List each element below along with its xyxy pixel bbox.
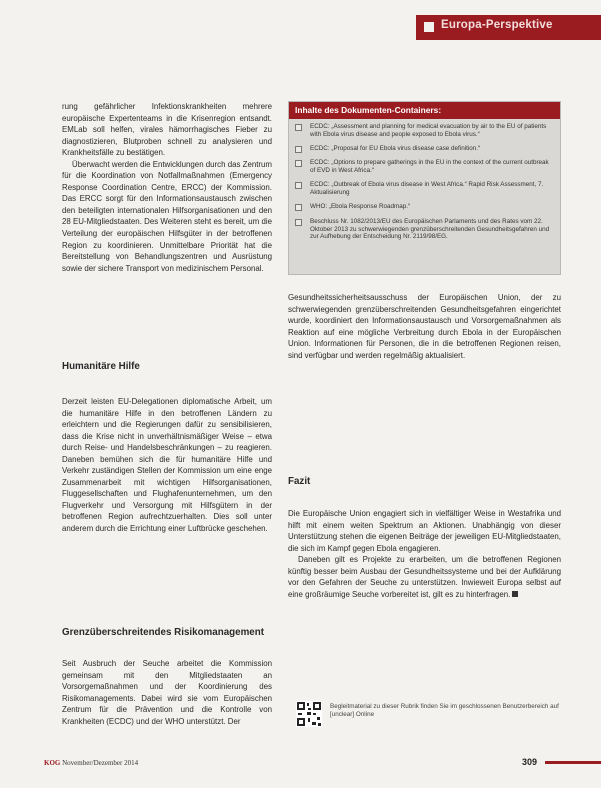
qr-code-icon[interactable] (296, 701, 322, 727)
paragraph: Überwacht werden die Entwicklungen durch das Zentrum für die Koordination von Notfallmaßnahmen (Emergency Response Coordination Centre, ERCC) der Kommission. Das ERCC sorgt für den Informationsaustausch zwischen den beteiligten internationalen Hilfsorganisationen und den 28 EU-Mitgliedstaaten. Des Weiteren steht es bereit, um die Verteilung der europäischen Hilfsgüter in der betroffenen Region zu koordinieren. Unmittelbare Priorität hat die Bereitstellung von Behandlungszentren und Ausrüstung sowie der sichere Transport von medizinischem Personal. (62, 159, 272, 273)
section-title: Europa-Perspektive (441, 19, 553, 31)
footer-issue-date: November/Dezember 2014 (62, 759, 139, 767)
footer-brand: KOG (44, 759, 61, 767)
box-header (289, 102, 560, 119)
list-item-text: ECDC: „Assessment and planning for medical evacuation by air to the EU of patients with Ebola virus disease and people exposed to Ebola virus.“ (310, 123, 547, 138)
page-number: 309 (522, 757, 538, 767)
paragraph: Seit Ausbruch der Seuche arbeitet die Kommission gemeinsam mit den Mitgliedstaaten an Vorsorgemaßnahmen und der Koordinierung des Risikomanagements. Dabei wird sie vom Europäischen Zentrum für die Prävention und die Kontrolle von Krankheiten (ECDC) und der WHO unterstützt. Der (62, 659, 272, 726)
right-column-fazit (288, 508, 561, 600)
footer-issue (44, 759, 138, 767)
paragraph-text: Daneben gilt es Projekte zu erarbeiten, um die betroffenen Regionen künftig besser beim Ausbau der Gesundheitssysteme und bei der Aufklärung vor den Gefahren der Seuche zu unterstützen. Inwieweit Europa selbst auf eine großräumige Seuche vorbereitet ist, gilt es zu hinterfragen. (288, 555, 561, 599)
checkbox-icon (295, 204, 302, 211)
paragraph: Gesundheitssicherheitsausschuss der Europäischen Union, der zu schwerwiegenden grenzüberschreitenden Gesundheitsgefahren eingerichtet wurde, koordiniert den Informationsaustausch und Vorsorgemaßnahmen als Reaktion auf eine mögliche Verbreitung durch Ebola in der Europäischen Union. Informationen für Personen, die in die betroffenen Regionen reisen, sind verfügbar und werden regelmäßig aktualisiert. (288, 293, 561, 360)
list-item (295, 218, 554, 241)
qr-note: Begleitmaterial zu dieser Rubrik finden Sie im geschlossenen Benutzerbereich auf [unclear] Online (330, 703, 559, 719)
paragraph: Die Europäische Union engagiert sich in vielfältiger Weise in Westafrika und hilft mit einem weiten Spektrum an Aktionen. Unabhängig von dieser Unterstützung stehen die eigenen Beiträge der jeweiligen EU-Mitgliedstaaten, die sich im Kampf gegen Ebola engagieren. (288, 509, 561, 553)
list-item-text: ECDC: „Proposal for EU Ebola virus disease case definition.“ (310, 144, 481, 152)
heading-risikomanagement: Grenzüberschreitendes Risikomanagement (62, 627, 264, 638)
list-item-text: Beschluss Nr. 1082/2013/EU des Europäischen Parlaments und des Rates vom 22. Oktober 2013 zu schwerwiegenden grenzüberschreitenden Gesundheitsgefahren und zur Aufhebung der Entscheidung Nr. 2119/98/EG. (310, 217, 550, 241)
section-marker-icon (424, 22, 434, 32)
paragraph (288, 554, 561, 600)
list-item-text: ECDC: „Outbreak of Ebola virus disease in West Africa.“ Rapid Risk Assessment, 7. Aktualisierung (310, 181, 544, 197)
paragraph: Derzeit leisten EU-Delegationen diplomatische Arbeit, um die humanitäre Hilfe in den betroffenen Ländern zu erleichtern und die Regierungen dafür zu sensibilisieren, dass die Krise nicht in unverhältnismäßiger Weise – etwa durch Reise- und Handelsbeschränkungen – zu reagieren. Daneben bemühen sich die für humanitäre Hilfe und Verkehr zuständigen Stellen der Kommission um eine enge Zusammenarbeit mit wichtigen Hilfsorganisationen, Fluggesellschaften und Flughafenunternehmen, um den Flugverkehr und Versorgung mit Hilfsgütern in der betroffenen Region aufrechtzuerhalten. Dies soll unter anderem durch die Errichtung einer Luftbrücke geschehen. (62, 397, 272, 534)
end-mark-icon (512, 591, 518, 597)
box-item-list (295, 123, 554, 248)
checkbox-icon (295, 219, 302, 226)
document-container-box (288, 101, 561, 275)
paragraph: rung gefährlicher Infektionskrankheiten mehrere europäische Expertenteams in die Krisenregion entsandt. EMLab soll helfen, virales hämorrhagisches Fieber zu diagnostizieren, Blutproben schnell zu analysieren und Krankheitsfälle zu bestätigen. (62, 102, 272, 158)
list-item (295, 145, 554, 153)
list-item-text: ECDC: „Options to prepare gatherings in the EU in the context of the current outbreak of EVD in West Africa.“ (310, 159, 549, 175)
heading-fazit: Fazit (288, 476, 311, 487)
list-item (295, 181, 554, 197)
checkbox-icon (295, 182, 302, 189)
left-column-intro (62, 101, 272, 274)
list-item (295, 123, 554, 139)
checkbox-icon (295, 146, 302, 153)
checkbox-icon (295, 124, 302, 131)
footer-rule (545, 761, 601, 764)
checkbox-icon (295, 160, 302, 167)
box-title: Inhalte des Dokumenten-Containers: (295, 105, 442, 115)
right-column-top (288, 292, 561, 361)
left-column-humanitaere (62, 396, 272, 535)
list-item (295, 203, 554, 211)
list-item-text: WHO: „Ebola Response Roadmap.“ (310, 203, 411, 211)
left-column-risiko (62, 658, 272, 727)
heading-humanitaere-hilfe: Humanitäre Hilfe (62, 361, 140, 372)
list-item (295, 159, 554, 175)
